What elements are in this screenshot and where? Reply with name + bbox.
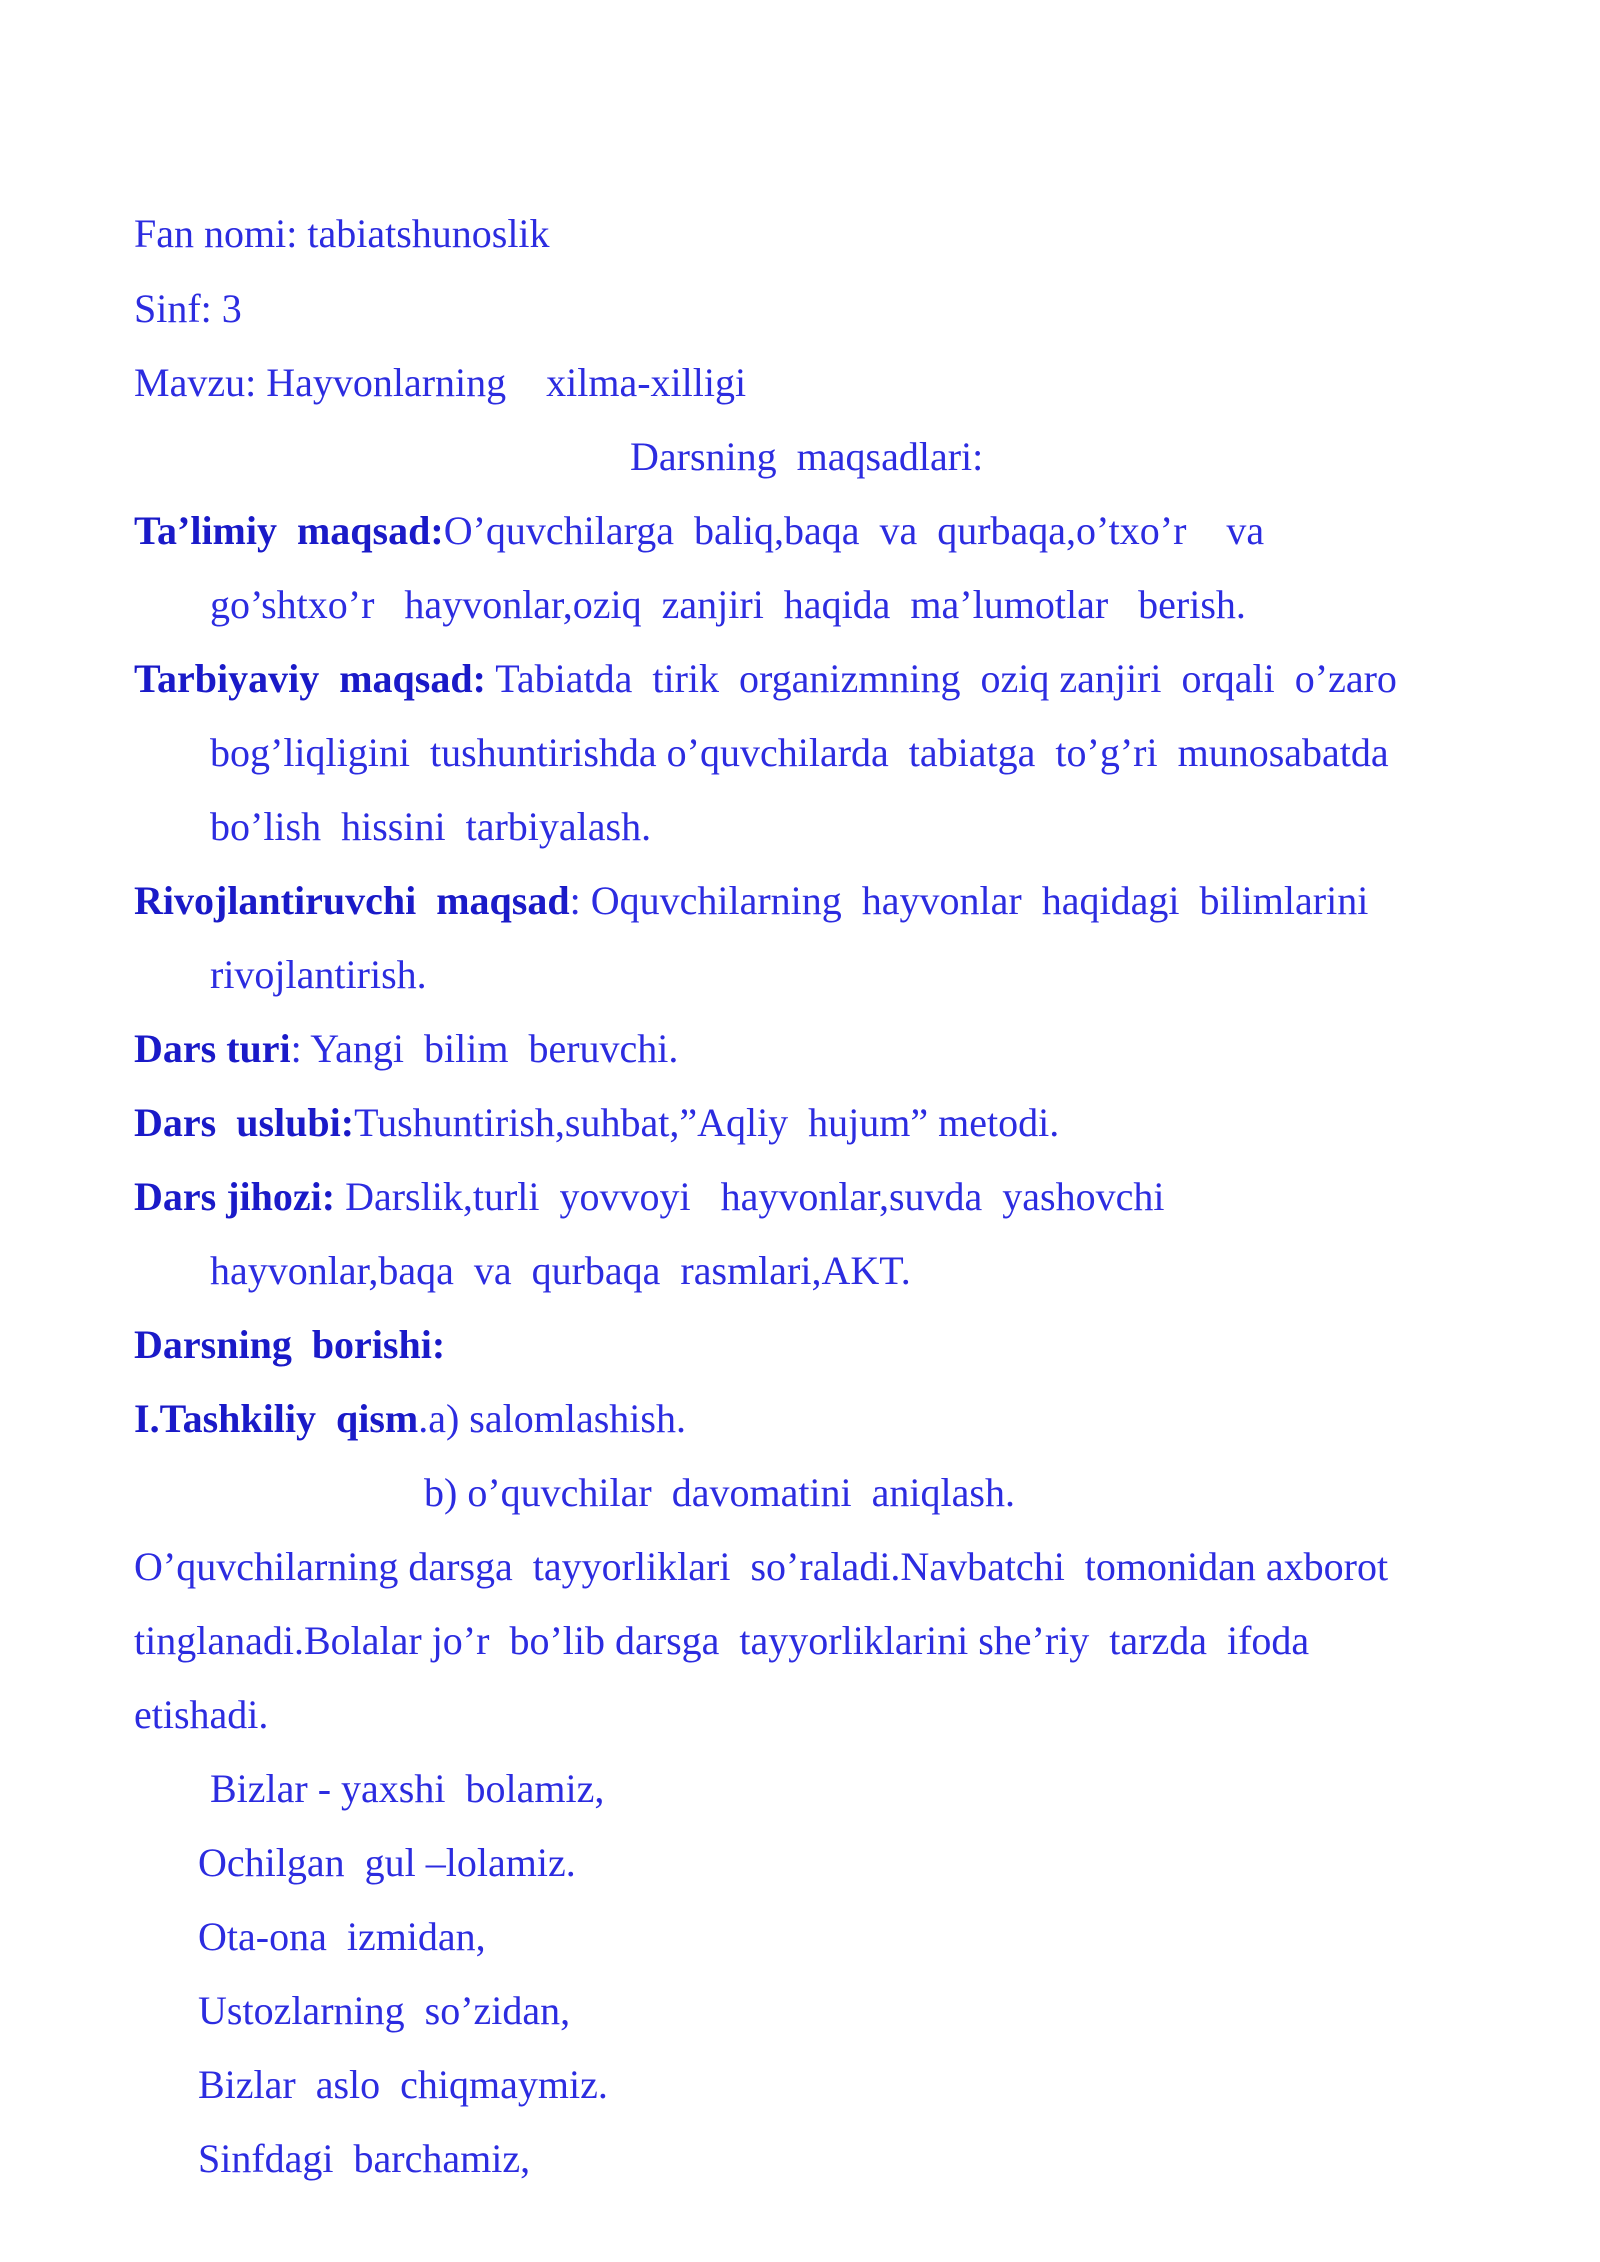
upbringing-goal-continued-2: bo’lish hissini tarbiyalash.	[210, 804, 652, 849]
poem-line: Bizlar - yaxshi bolamiz,	[210, 1766, 605, 1811]
lesson-equipment-text: Darslik,turli yovvoyi hayvonlar,suvda yashovchi	[335, 1174, 1165, 1219]
poem-line: Ota-ona izmidan,	[198, 1914, 486, 1959]
paragraph-line-2: tinglanadi.Bolalar jo’r bo’lib darsga tayyorliklarini she’riy tarzda ifoda	[134, 1618, 1310, 1663]
grade-line: Sinf: 3	[134, 286, 242, 331]
poem-line: Sinfdagi barchamiz,	[198, 2136, 531, 2181]
upbringing-goal-label: Tarbiyaviy maqsad:	[134, 656, 486, 701]
paragraph-line-1: O’quvchilarning darsga tayyorliklari so’raladi.Navbatchi tomonidan axborot	[134, 1544, 1389, 1589]
goals-heading: Darsning maqsadlari:	[630, 434, 984, 479]
educational-goal-text: O’quvchilarga baliq,baqa va qurbaqa,o’txo’r va	[443, 508, 1265, 553]
lesson-equipment	[134, 1174, 1165, 1219]
lesson-type-text: : Yangi bilim beruvchi.	[290, 1026, 679, 1071]
lesson-equipment-label: Dars jihozi:	[134, 1174, 336, 1219]
poem-line: Bizlar aslo chiqmaymiz.	[198, 2062, 608, 2107]
organizational-part-b: b) o’quvchilar davomatini aniqlash.	[424, 1470, 1015, 1515]
organizational-part-label: I.Tashkiliy qism	[134, 1396, 419, 1441]
lesson-method	[134, 1100, 1060, 1145]
lesson-equipment-continued: hayvonlar,baqa va qurbaqa rasmlari,AKT.	[210, 1248, 911, 1293]
organizational-part-a: .a) salomlashish.	[418, 1396, 686, 1441]
developmental-goal	[134, 878, 1369, 923]
organizational-part	[134, 1396, 686, 1441]
lesson-method-text: Tushuntirish,suhbat,”Aqliy hujum” metodi.	[354, 1100, 1060, 1145]
poem-line: Ustozlarning so’zidan,	[198, 1988, 571, 2033]
subject-line: Fan nomi: tabiatshunoslik	[134, 211, 550, 256]
educational-goal-continued: go’shtxo’r hayvonlar,oziq zanjiri haqida ma’lumotlar berish.	[210, 582, 1246, 627]
lesson-method-label: Dars uslubi:	[134, 1100, 355, 1145]
topic-line: Mavzu: Hayvonlarning xilma-xilligi	[134, 360, 747, 405]
educational-goal-label: Ta’limiy maqsad:	[134, 508, 444, 553]
educational-goal	[134, 508, 1265, 553]
lesson-progress-heading: Darsning borishi:	[134, 1322, 446, 1367]
upbringing-goal	[134, 656, 1397, 701]
paragraph-line-3: etishadi.	[134, 1692, 269, 1737]
developmental-goal-continued: rivojlantirish.	[210, 952, 427, 997]
lesson-type	[134, 1026, 679, 1071]
lesson-type-label: Dars turi	[134, 1026, 291, 1071]
developmental-goal-text: : Oquvchilarning hayvonlar haqidagi bilimlarini	[569, 878, 1369, 923]
upbringing-goal-continued-1: bog’liqligini tushuntirishda o’quvchilarda tabiatga to’g’ri munosabatda	[210, 730, 1389, 775]
developmental-goal-label: Rivojlantiruvchi maqsad	[134, 878, 570, 923]
upbringing-goal-text: Tabiatda tirik organizmning oziq zanjiri orqali o’zaro	[485, 656, 1397, 701]
poem-line: Ochilgan gul –lolamiz.	[198, 1840, 576, 1885]
